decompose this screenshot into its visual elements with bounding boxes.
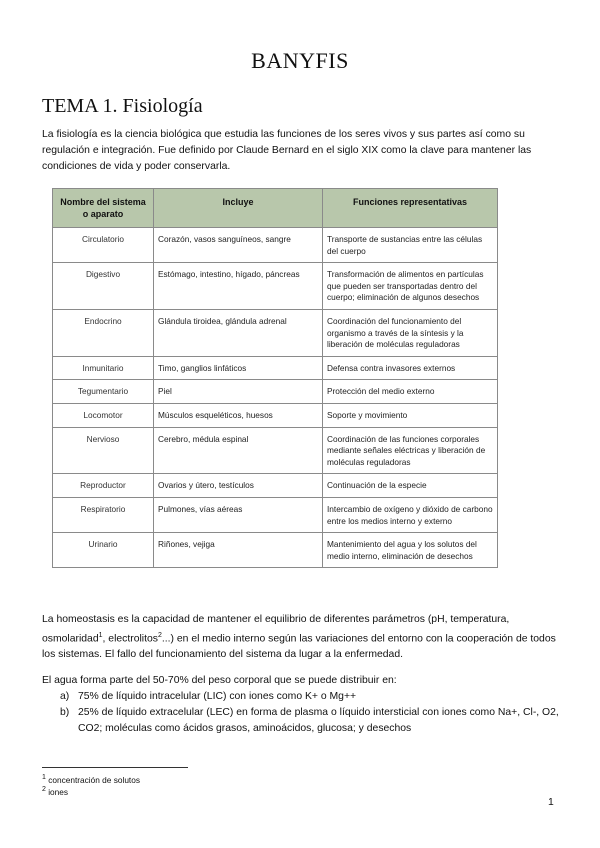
functions-cell: Transporte de sustancias entre las células del cuerpo [323, 228, 498, 263]
list-item-text: 25% de líquido extracelular (LEC) en forma de plasma o líquido intersticial con iones como Na+, Cl-, O2, CO2; moléculas como ácidos grasos, aminoácidos, glucosa; y desechos [78, 707, 559, 734]
system-name-cell: Respiratorio [53, 497, 154, 532]
water-intro: El agua forma parte del 50-70% del peso corporal que se puede distribuir en: [42, 675, 397, 686]
functions-cell: Transformación de alimentos en partículas que pueden ser transportadas dentro del cuerpo; eliminación de algunos desechos [323, 263, 498, 310]
table-row [53, 497, 498, 532]
table-row [53, 403, 498, 427]
footnote-text: iones [48, 786, 69, 797]
includes-cell: Riñones, vejiga [154, 533, 323, 568]
system-name-cell: Reproductor [53, 474, 154, 498]
homeostasis-paragraph [42, 612, 562, 663]
functions-cell: Intercambio de oxígeno y dióxido de carbono entre los medios interno y externo [323, 497, 498, 532]
section-heading: TEMA 1. Fisiología [42, 95, 203, 117]
functions-cell: Continuación de la especie [323, 474, 498, 498]
list-marker: b) [60, 707, 70, 718]
footnote-text: concentración de solutos [48, 774, 141, 785]
table-row [53, 427, 498, 474]
table-row [53, 380, 498, 404]
system-name-cell: Urinario [53, 533, 154, 568]
includes-cell: Glándula tiroidea, glándula adrenal [154, 309, 323, 356]
system-name-cell: Circulatorio [53, 228, 154, 263]
functions-cell: Soporte y movimiento [323, 403, 498, 427]
list-item [60, 705, 560, 737]
system-name-cell: Endocrino [53, 309, 154, 356]
includes-cell: Piel [154, 380, 323, 404]
footnote-ref-2[interactable]: 2 [157, 632, 162, 639]
footnote-2 [42, 785, 68, 797]
includes-cell: Ovarios y útero, testículos [154, 474, 323, 498]
table-row [53, 356, 498, 380]
column-header-includes: Incluye [154, 189, 323, 228]
functions-cell: Mantenimiento del agua y los solutos del medio interno, eliminación de desechos [323, 533, 498, 568]
table-row [53, 533, 498, 568]
table-header-row [53, 189, 498, 228]
system-name-cell: Nervioso [53, 427, 154, 474]
document-header-title: BANYFIS [251, 48, 349, 73]
table-row [53, 228, 498, 263]
homeostasis-text-1: La homeostasis es la capacidad de mantener el equilibrio de diferentes parámetros (pH, temperatura, osmolaridad [42, 614, 510, 645]
system-name-cell: Locomotor [53, 403, 154, 427]
functions-cell: Protección del medio externo [323, 380, 498, 404]
footnote-divider [42, 767, 188, 768]
includes-cell: Músculos esqueléticos, huesos [154, 403, 323, 427]
page-number: 1 [548, 797, 554, 808]
system-name-cell: Tegumentario [53, 380, 154, 404]
intro-paragraph: La fisiología es la ciencia biológica que estudia las funciones de los seres vivos y sus partes así como su regulación e integración. Fue definido por Claude Bernard en el siglo XIX como la clave para mantener las condiciones de vida y poder conservarla. [42, 129, 532, 172]
homeostasis-text-3: ...) en el medio interno según las variaciones del entorno con la cooperación de todos los sistemas. El fallo del funcionamiento del sistema da lugar a la enfermedad. [42, 633, 556, 661]
footnote-number: 2 [42, 786, 46, 793]
column-header-functions: Funciones representativas [323, 189, 498, 228]
table-row [53, 309, 498, 356]
list-marker: a) [60, 691, 70, 702]
table-row [53, 263, 498, 310]
footnote-number: 1 [42, 774, 46, 781]
column-header-system: Nombre del sistema o aparato [53, 189, 154, 228]
list-item [60, 689, 560, 705]
includes-cell: Pulmones, vías aéreas [154, 497, 323, 532]
table-row [53, 474, 498, 498]
includes-cell: Timo, ganglios linfáticos [154, 356, 323, 380]
footnote-1 [42, 773, 140, 785]
includes-cell: Estómago, intestino, hígado, páncreas [154, 263, 323, 310]
functions-cell: Coordinación de las funciones corporales mediante señales eléctricas y liberación de moléculas reguladoras [323, 427, 498, 474]
homeostasis-text-2: , electrolitos [102, 633, 158, 645]
systems-table [52, 188, 498, 568]
functions-cell: Defensa contra invasores externos [323, 356, 498, 380]
water-distribution-list [60, 689, 560, 737]
system-name-cell: Inmunitario [53, 356, 154, 380]
includes-cell: Cerebro, médula espinal [154, 427, 323, 474]
includes-cell: Corazón, vasos sanguíneos, sangre [154, 228, 323, 263]
footnote-ref-1[interactable]: 1 [98, 632, 103, 639]
list-item-text: 75% de líquido intracelular (LIC) con iones como K+ o Mg++ [78, 691, 357, 702]
system-name-cell: Digestivo [53, 263, 154, 310]
functions-cell: Coordinación del funcionamiento del organismo a través de la síntesis y la liberación de moléculas reguladoras [323, 309, 498, 356]
